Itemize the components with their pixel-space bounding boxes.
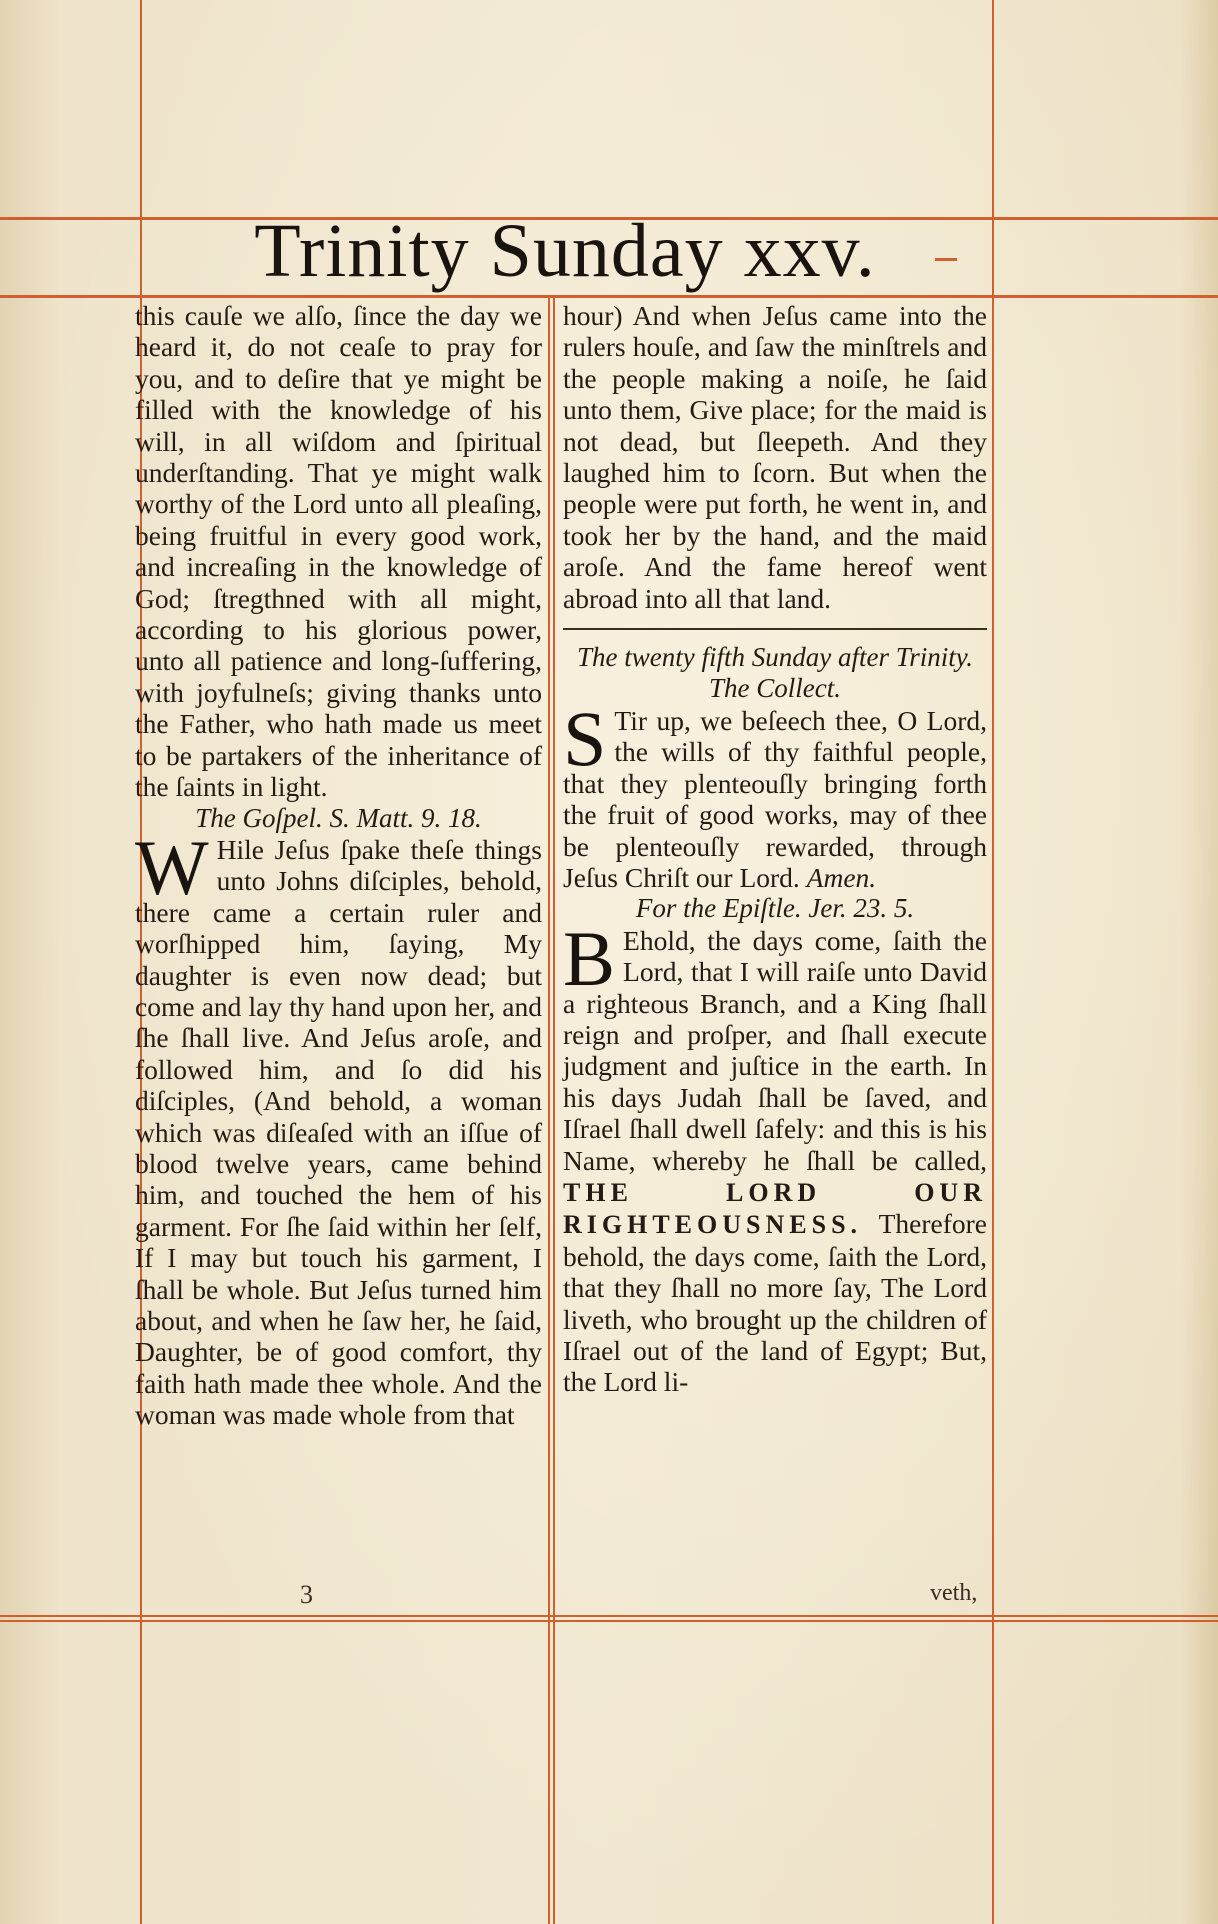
- gospel-continuation: hour) And when Jeſus came into the rulers houſe, and ſaw the minſtrels and the people making a noiſe, he ſaid unto them, Give place; for the maid is not dead, but ſleepeth. And they laughed him to ſcorn. But when the people were put forth, he went in, and took her by the hand, and the maid aroſe. And the fame hereof went abroad into all that land.: [563, 300, 987, 614]
- rule-center-a: [548, 298, 550, 1924]
- epistle-continuation: this cauſe we alſo, ſince the day we heard it, do not ceaſe to pray for you, and to deſire that ye might be filled with the knowledge of his will, in all wiſdom and ſpiritual underſtanding. That ye might walk worthy of the Lord unto all pleaſing, being fruitful in every good work, and increaſing in the knowledge of God; ſtregthned with all might, according to his glorious power, unto all patience and long-ſuffering, with joyfulneſs; giving thanks unto the Father, who hath made us meet to be partakers of the inheritance of the ſaints in light.: [135, 300, 542, 803]
- epistle-heading: For the Epiſtle. Jer. 23. 5.: [635, 893, 915, 924]
- rule-bottom-b: [0, 1620, 1218, 1622]
- collect-dropcap: S: [563, 694, 607, 782]
- right-column: [563, 300, 987, 1398]
- left-column: [135, 300, 542, 1431]
- epistle-smallcaps: THE LORD OUR RIGHTEOUSNESS.: [563, 1177, 987, 1240]
- rule-right: [992, 0, 994, 1924]
- gospel-dropcap: W: [135, 823, 209, 911]
- gospel-text: Hile Jeſus ſpake theſe things unto Johns diſciples, behold, there came a certain ruler and worſhipped him, ſaying, My daughter is even now dead; but come and lay thy hand upon her, and ſhe ſhall live. And Jeſus aroſe, and followed him, and ſo did his diſciples, (And behold, a woman which was diſeaſed with an iſſue of blood twelve years, came behind him, and touched the hem of his garment. For ſhe ſaid within her ſelf, If I may but touch his garment, I ſhall be whole. But Jeſus turned him about, and when he ſaw her, he ſaid, Daughter, be of good comfort, thy faith hath made thee whole. And the woman was made whole from that: [135, 833, 542, 1431]
- section-separator: [563, 628, 987, 630]
- epistle-text-2: Therefore behold, the days come, ſaith the Lord, that they ſhall no more ſay, The Lord liveth, who brought up the children of Iſrael out of the land of Egypt; But, the Lord li-: [563, 1208, 987, 1398]
- gospel-heading: The Goſpel. S. Matt. 9. 18.: [195, 802, 482, 833]
- gospel-paragraph: [135, 823, 542, 1431]
- collect-text: Tir up, we beſeech thee, O Lord, the wills of thy faithful people, that they plenteouſly bringing forth the fruit of good works, may of thee be plenteouſly rewarded, through Jeſus Chriſt our Lord.: [563, 704, 987, 893]
- sunday-heading: The twenty fifth Sunday after Trinity.: [577, 642, 973, 673]
- epistle-paragraph: [563, 914, 987, 1398]
- collect-amen: Amen.: [806, 861, 877, 893]
- epistle-dropcap: B: [563, 914, 616, 1002]
- rule-bottom-a: [0, 1615, 1218, 1617]
- rule-center-b: [553, 298, 555, 1924]
- page-title: Trinity Sunday xxv.: [254, 209, 876, 293]
- page-number: 3: [300, 1580, 313, 1609]
- collect-paragraph: [563, 694, 987, 893]
- catchword: veth,: [930, 1580, 978, 1606]
- collect-heading: The Collect.: [709, 673, 841, 704]
- epistle-text: Ehold, the days come, ſaith the Lord, that I will raiſe unto David a righteous Branch, and a King ſhall reign and proſper, and ſhall execute judgment and juſtice in the earth. In his days Judah ſhall be ſaved, and Iſrael ſhall dwell ſafely: and this is his Name, whereby he ſhall be called,: [563, 924, 987, 1176]
